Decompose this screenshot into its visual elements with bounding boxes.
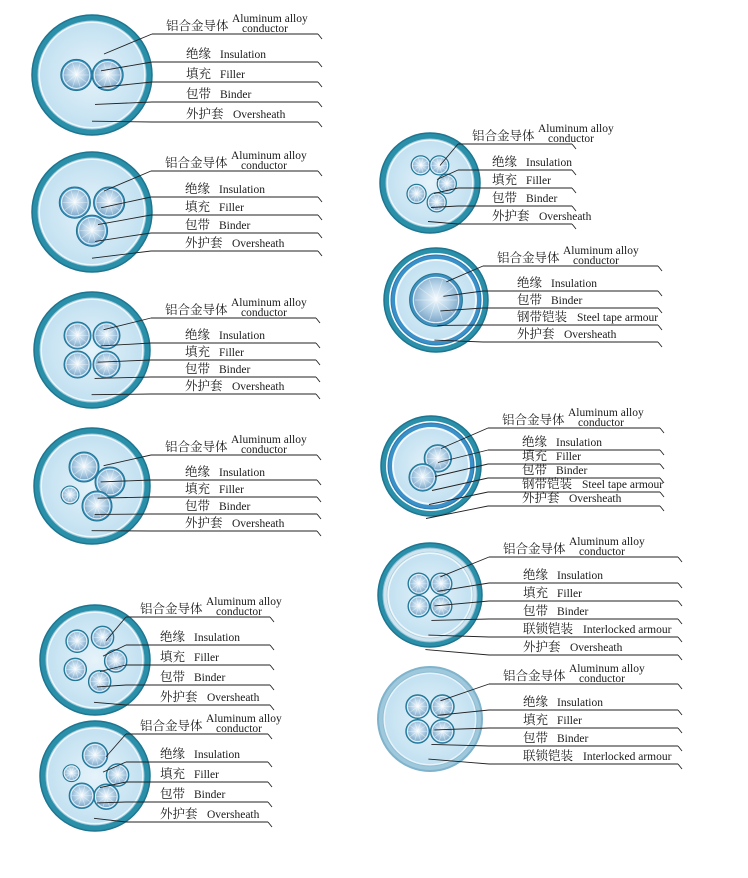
- label-english: Insulation: [551, 278, 597, 290]
- label-english: Interlocked armour: [583, 751, 672, 763]
- label-tick: [572, 188, 576, 193]
- d7-conductor: [411, 156, 430, 175]
- label-tick: [316, 394, 320, 399]
- label-english-line2: conductor: [241, 307, 287, 319]
- label-chinese: 包带: [185, 362, 211, 376]
- label-english-line2: conductor: [241, 444, 287, 456]
- label-english: Steel tape armour: [577, 312, 659, 324]
- label-english: Binder: [219, 364, 251, 376]
- cable-diagram-d3: [34, 292, 320, 408]
- label-tick: [678, 746, 682, 751]
- d5-conductor: [88, 670, 111, 693]
- label-tick: [678, 684, 682, 689]
- label-chinese: 铝合金导体: [166, 19, 229, 33]
- label-tick: [318, 82, 322, 87]
- label-english-line2: conductor: [241, 160, 287, 172]
- label-chinese: 联锁铠装: [523, 622, 574, 636]
- label-english-line2: conductor: [216, 723, 262, 735]
- d6-conductor: [106, 764, 129, 787]
- label-tick: [678, 601, 682, 606]
- label-english: Filler: [526, 175, 551, 187]
- label-chinese: 填充: [523, 586, 549, 600]
- label-english: Binder: [557, 733, 589, 745]
- label-tick: [658, 325, 662, 330]
- label-tick: [318, 251, 322, 256]
- label-tick: [270, 617, 274, 622]
- label-english: Insulation: [557, 697, 603, 709]
- label-tick: [678, 557, 682, 562]
- label-tick: [268, 734, 272, 739]
- label-chinese: 绝缘: [185, 182, 211, 196]
- label-d10-5: [425, 639, 682, 660]
- label-chinese: 绝缘: [185, 328, 211, 342]
- d9-conductor: [409, 464, 436, 491]
- label-english: Aluminum alloy: [231, 434, 307, 446]
- label-chinese: 绝缘: [522, 435, 548, 449]
- d6-conductor: [63, 765, 80, 782]
- label-tick: [318, 34, 322, 39]
- label-english: Steel tape armour: [582, 479, 664, 491]
- label-chinese: 包带: [160, 787, 186, 801]
- label-english-line2: conductor: [579, 546, 625, 558]
- label-tick: [660, 492, 664, 497]
- label-english: Filler: [194, 652, 219, 664]
- label-english: Insulation: [219, 330, 265, 342]
- label-tick: [660, 450, 664, 455]
- d7-conductor: [427, 193, 446, 212]
- filler-area: [389, 554, 471, 636]
- cable-diagram-d4: [34, 428, 321, 544]
- label-chinese: 包带: [492, 191, 518, 205]
- label-chinese: 包带: [523, 731, 549, 745]
- label-chinese: 填充: [185, 200, 211, 214]
- label-tick: [270, 645, 274, 650]
- label-tick: [660, 464, 664, 469]
- label-english: Aluminum alloy: [232, 13, 308, 25]
- filler-area: [388, 141, 472, 225]
- d4-conductor: [82, 491, 112, 521]
- label-chinese: 外护套: [523, 640, 561, 654]
- label-english: Aluminum alloy: [538, 123, 614, 135]
- label-tick: [572, 224, 576, 229]
- cable-diagram-d5: [40, 596, 282, 715]
- label-tick: [660, 506, 664, 511]
- label-english: Insulation: [220, 49, 266, 61]
- label-chinese: 钢带铠装: [517, 310, 568, 324]
- label-chinese: 铝合金导体: [497, 251, 560, 265]
- label-tick: [678, 637, 682, 642]
- cable-diagram-d10: [378, 536, 682, 660]
- label-tick: [678, 619, 682, 624]
- label-english: Binder: [194, 789, 226, 801]
- label-english: Aluminum alloy: [206, 596, 282, 608]
- label-english: Binder: [194, 672, 226, 684]
- d6-conductor: [69, 783, 94, 808]
- label-chinese: 外护套: [492, 209, 530, 223]
- d4-conductor: [69, 452, 99, 482]
- label-tick: [268, 762, 272, 767]
- label-english: Oversheath: [233, 109, 286, 121]
- cable-diagram-d7: [380, 123, 614, 233]
- label-chinese: 联锁铠装: [523, 749, 574, 763]
- d2-conductor: [94, 187, 125, 218]
- label-english: Binder: [220, 89, 252, 101]
- label-english: Filler: [219, 202, 244, 214]
- label-tick: [658, 308, 662, 313]
- label-chinese: 铝合金导体: [502, 413, 565, 427]
- label-chinese: 铝合金导体: [503, 669, 566, 683]
- cable-diagram-d6: [40, 713, 282, 831]
- label-chinese: 填充: [185, 482, 211, 496]
- cable-diagram-d1: [32, 13, 322, 135]
- label-english: Oversheath: [232, 518, 285, 530]
- filler-area: [385, 674, 475, 764]
- label-english: Insulation: [219, 184, 265, 196]
- label-tick: [317, 455, 321, 460]
- label-tick: [316, 360, 320, 365]
- d10-conductor: [408, 595, 430, 617]
- label-chinese: 填充: [523, 713, 549, 727]
- label-chinese: 外护套: [517, 327, 555, 341]
- label-english: Oversheath: [569, 493, 622, 505]
- label-chinese: 外护套: [185, 379, 223, 393]
- label-chinese: 铝合金导体: [140, 719, 203, 733]
- label-tick: [318, 62, 322, 67]
- label-english-line2: conductor: [242, 23, 288, 35]
- label-english: Filler: [557, 588, 582, 600]
- cable-diagram-d8: [384, 245, 662, 352]
- label-chinese: 绝缘: [523, 568, 549, 582]
- leader-line: [425, 650, 489, 655]
- label-english: Filler: [220, 69, 245, 81]
- label-chinese: 绝缘: [185, 465, 211, 479]
- d7-conductor: [407, 184, 426, 203]
- label-english: Interlocked armour: [583, 624, 672, 636]
- label-english-line2: conductor: [578, 417, 624, 429]
- label-chinese: 绝缘: [160, 747, 186, 761]
- label-chinese: 铝合金导体: [472, 129, 535, 143]
- label-chinese: 包带: [160, 670, 186, 684]
- label-english: Insulation: [556, 437, 602, 449]
- filler-area: [40, 160, 144, 264]
- label-chinese: 填充: [185, 345, 211, 359]
- d11-conductor: [406, 719, 430, 743]
- label-tick: [268, 782, 272, 787]
- label-chinese: 外护套: [185, 516, 223, 530]
- cable-diagram-d9: [381, 407, 664, 519]
- label-english: Binder: [526, 193, 558, 205]
- label-chinese: 绝缘: [517, 276, 543, 290]
- label-english: Oversheath: [232, 381, 285, 393]
- d3-conductor: [64, 351, 91, 378]
- label-english: Aluminum alloy: [206, 713, 282, 725]
- label-tick: [317, 497, 321, 502]
- label-tick: [317, 480, 321, 485]
- label-chinese: 填充: [522, 449, 548, 463]
- d5-conductor: [64, 658, 87, 681]
- label-chinese: 包带: [523, 604, 549, 618]
- label-english: Aluminum alloy: [231, 297, 307, 309]
- label-tick: [317, 514, 321, 519]
- label-chinese: 绝缘: [160, 630, 186, 644]
- label-tick: [316, 343, 320, 348]
- d3-conductor: [93, 351, 120, 378]
- label-chinese: 包带: [522, 463, 548, 477]
- label-english: Binder: [557, 606, 589, 618]
- d6-conductor: [82, 743, 107, 768]
- d6-conductor: [94, 784, 119, 809]
- d5-conductor: [66, 630, 89, 653]
- d8-conductor: [410, 274, 463, 327]
- label-english: Oversheath: [539, 211, 592, 223]
- label-english: Binder: [219, 501, 251, 513]
- d2-conductor: [59, 187, 90, 218]
- label-tick: [316, 318, 320, 323]
- label-english: Aluminum alloy: [568, 407, 644, 419]
- label-tick: [318, 122, 322, 127]
- d5-conductor: [104, 650, 127, 673]
- label-tick: [316, 377, 320, 382]
- label-english: Filler: [219, 484, 244, 496]
- label-english: Oversheath: [564, 329, 617, 341]
- d10-conductor: [430, 595, 452, 617]
- cable-diagram-d2: [32, 150, 322, 272]
- label-chinese: 绝缘: [523, 695, 549, 709]
- label-chinese: 外护套: [185, 236, 223, 250]
- label-english: Insulation: [219, 467, 265, 479]
- label-chinese: 铝合金导体: [140, 602, 203, 616]
- label-tick: [270, 685, 274, 690]
- d11-conductor: [406, 695, 430, 719]
- label-tick: [318, 102, 322, 107]
- label-english: Aluminum alloy: [563, 245, 639, 257]
- label-tick: [678, 764, 682, 769]
- label-tick: [318, 197, 322, 202]
- label-chinese: 包带: [185, 218, 211, 232]
- label-tick: [678, 728, 682, 733]
- label-tick: [658, 342, 662, 347]
- label-tick: [268, 802, 272, 807]
- label-english: Insulation: [194, 632, 240, 644]
- label-tick: [318, 215, 322, 220]
- label-chinese: 外护套: [522, 491, 560, 505]
- filler-area: [42, 436, 142, 536]
- filler-area: [48, 613, 142, 707]
- label-english-line2: conductor: [216, 606, 262, 618]
- label-tick: [658, 291, 662, 296]
- label-chinese: 填充: [160, 650, 186, 664]
- d3-conductor: [64, 322, 91, 349]
- d1-conductor: [61, 59, 92, 90]
- label-tick: [678, 710, 682, 715]
- label-chinese: 填充: [186, 67, 212, 81]
- label-chinese: 外护套: [186, 107, 224, 121]
- label-english: Oversheath: [232, 238, 285, 250]
- label-tick: [660, 428, 664, 433]
- label-english: Filler: [194, 769, 219, 781]
- label-english-line2: conductor: [548, 133, 594, 145]
- label-tick: [317, 531, 321, 536]
- label-chinese: 铝合金导体: [165, 156, 228, 170]
- d4-conductor: [61, 486, 79, 504]
- label-english: Insulation: [526, 157, 572, 169]
- label-tick: [658, 266, 662, 271]
- label-chinese: 绝缘: [186, 47, 212, 61]
- label-tick: [318, 233, 322, 238]
- d2-conductor: [76, 215, 107, 246]
- label-english: Binder: [219, 220, 251, 232]
- label-english-line2: conductor: [573, 255, 619, 267]
- label-tick: [678, 655, 682, 660]
- label-english: Oversheath: [570, 642, 623, 654]
- filler-area: [42, 300, 142, 400]
- label-tick: [268, 822, 272, 827]
- label-english: Aluminum alloy: [569, 536, 645, 548]
- label-chinese: 绝缘: [492, 155, 518, 169]
- label-chinese: 铝合金导体: [503, 542, 566, 556]
- label-chinese: 填充: [492, 173, 518, 187]
- label-english: Binder: [551, 295, 583, 307]
- label-tick: [270, 665, 274, 670]
- label-english: Aluminum alloy: [569, 663, 645, 675]
- cable-diagram-d11: [378, 663, 682, 771]
- label-tick: [678, 583, 682, 588]
- label-chinese: 填充: [160, 767, 186, 781]
- label-tick: [318, 171, 322, 176]
- label-english: Aluminum alloy: [231, 150, 307, 162]
- d5-conductor: [91, 626, 114, 649]
- label-english: Filler: [556, 451, 581, 463]
- label-english: Binder: [556, 465, 588, 477]
- label-tick: [572, 170, 576, 175]
- label-english: Insulation: [557, 570, 603, 582]
- label-chinese: 包带: [185, 499, 211, 513]
- label-chinese: 铝合金导体: [165, 303, 228, 317]
- label-english: Insulation: [194, 749, 240, 761]
- label-english: Oversheath: [207, 809, 260, 821]
- label-english: Oversheath: [207, 692, 260, 704]
- label-chinese: 外护套: [160, 690, 198, 704]
- label-chinese: 包带: [517, 293, 543, 307]
- label-chinese: 包带: [186, 87, 212, 101]
- label-tick: [270, 705, 274, 710]
- label-chinese: 外护套: [160, 807, 198, 821]
- label-english: Filler: [219, 347, 244, 359]
- label-english: Filler: [557, 715, 582, 727]
- d11-conductor: [430, 719, 454, 743]
- d10-conductor: [408, 573, 430, 595]
- label-chinese: 铝合金导体: [165, 440, 228, 454]
- label-english-line2: conductor: [579, 673, 625, 685]
- label-chinese: 钢带铠装: [522, 477, 573, 491]
